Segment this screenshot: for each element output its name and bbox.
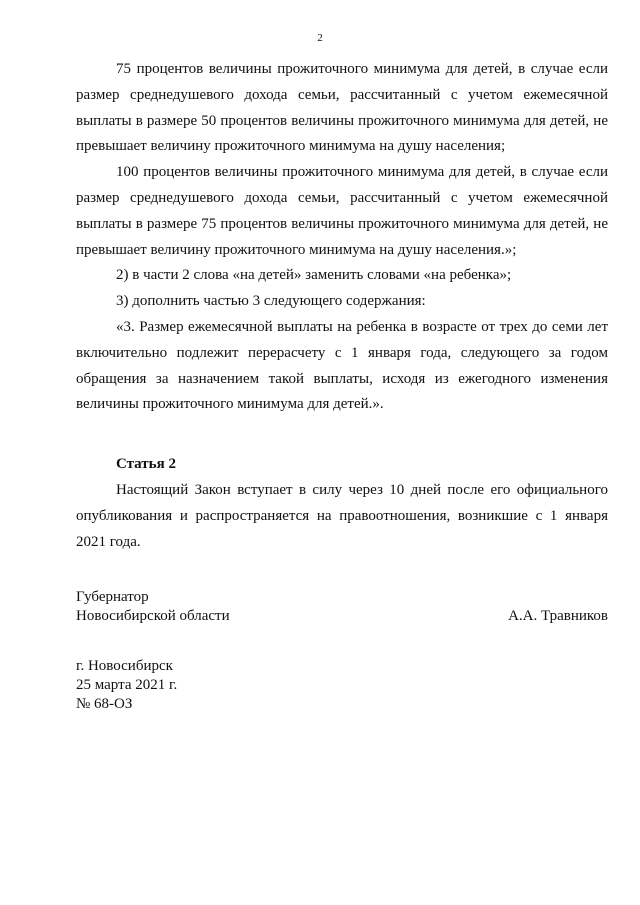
region-title: Новосибирской области [76,608,230,624]
signing-info [76,657,177,714]
paragraph-75-percent: 75 процентов величины прожиточного минимума для детей, в случае если размер среднедушевого дохода семьи, рассчитанный с учетом ежемесячной выплаты в размере 50 процентов величины прожиточного минимума для детей, не превышает величину прожиточного минимума на душу населения; [76,61,608,155]
signatory-name: А.А. Травников [508,608,608,624]
paragraph-amendment-part-3: 3) дополнить частью 3 следующего содержания: [116,293,426,310]
signature-row [76,607,608,626]
law-number: № 68-ОЗ [76,696,133,712]
article-2-text: Настоящий Закон вступает в силу через 10 дней после его официального опубликования и распространяется на правоотношения, возникшие с 1 января 2021 года. [76,481,608,550]
signing-date: 25 марта 2021 г. [76,677,178,693]
signing-city: г. Новосибирск [76,658,173,674]
paragraph-part-3-content: «3. Размер ежемесячной выплаты на ребенка в возрасте от трех до семи лет включительно подлежит перерасчету с 1 января года, следующего за годом обращения за назначением такой выплаты, исходя из ежегодного изменения величины прожиточного минимума для детей.». [76,318,608,413]
governor-title: Губернатор [76,589,149,605]
article-2-heading: Статья 2 [116,456,176,473]
paragraph-amendment-part-2: 2) в части 2 слова «на детей» заменить словами «на ребенка»; [116,267,512,284]
signature-block [76,588,608,626]
page-number: 2 [317,32,323,44]
paragraph-100-percent: 100 процентов величины прожиточного минимума для детей, в случае если размер среднедушевого дохода семьи, рассчитанный с учетом ежемесячной выплаты в размере 75 процентов величины прожиточного минимума для детей, не превышает величину прожиточного минимума на душу населения.»; [76,164,608,258]
document-body [76,57,608,555]
